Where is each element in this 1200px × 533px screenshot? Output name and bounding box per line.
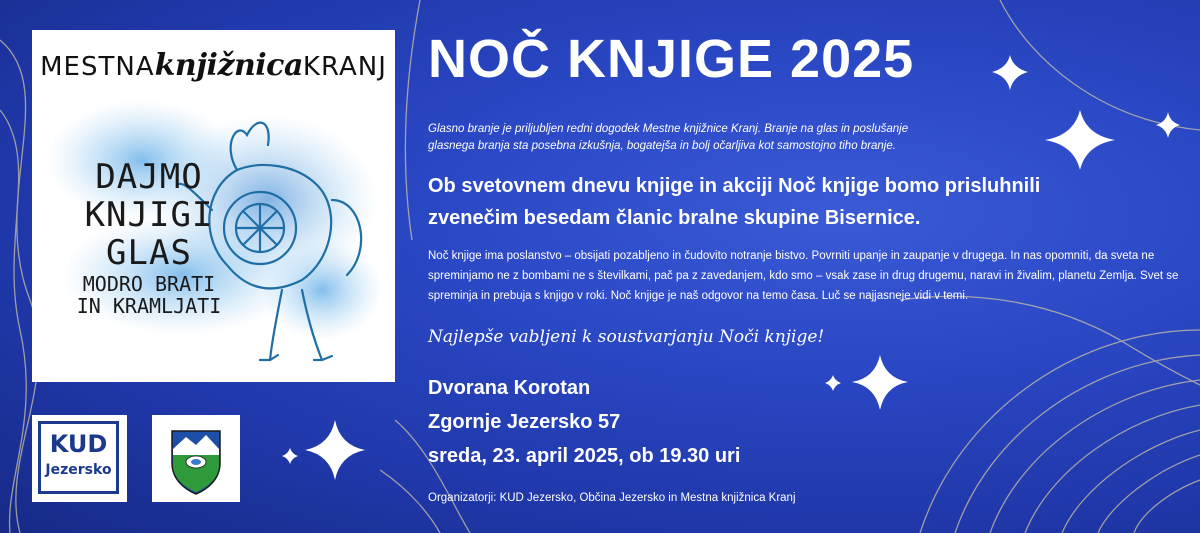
campaign-title: [64, 157, 234, 318]
kud-logo-line-2: Jezersko: [45, 462, 112, 478]
library-logo-part1: MESTNA: [40, 52, 155, 82]
sparkle-icon: [1156, 112, 1180, 138]
event-datetime: sreda, 23. april 2025, ob 19.30 uri: [428, 445, 741, 467]
coat-of-arms-icon: [152, 415, 240, 502]
jezersko-crest-logo: [152, 415, 240, 502]
library-logo-part2: knjižnica: [154, 48, 303, 83]
organizers-text: Organizatorji: KUD Jezersko, Občina Jezersko in Mestna knjižnica Kranj: [428, 492, 796, 504]
campaign-line-5: IN KRAMLJATI: [76, 294, 222, 318]
invitation-text: Najlepše vabljeni k soustvarjanju Noči knjige!: [428, 327, 825, 347]
campaign-line-2: KNJIGI: [84, 195, 214, 235]
venue-info: [428, 374, 740, 476]
kud-jezersko-logo: [32, 415, 127, 502]
campaign-line-4: MODRO BRATI: [82, 272, 216, 296]
campaign-line-1: DAJMO: [95, 157, 203, 197]
sparkle-icon: [305, 420, 365, 480]
venue-name: Dvorana Korotan: [428, 377, 591, 399]
sparkle-icon: [1045, 110, 1115, 170]
sparkle-icon: [282, 448, 298, 464]
sparkle-icon: [825, 375, 841, 391]
venue-address: Zgornje Jezersko 57: [428, 411, 621, 433]
library-logo-part3: KRANJ: [302, 52, 387, 82]
sparkle-icon: [992, 55, 1028, 90]
kud-logo-line-1: KUD: [49, 430, 108, 458]
campaign-line-3: GLAS: [106, 233, 192, 273]
sparkle-icon: [852, 355, 908, 410]
event-title: NOČ KNJIGE 2025: [428, 29, 915, 89]
highlight-text: Ob svetovnem dnevu knjige in akciji Noč knjige bomo prisluhnili zvenečim besedam članic bralne skupine Bisernice.: [428, 175, 1041, 229]
intro-text: Glasno branje je priljubljen redni dogodek Mestne knjižnice Kranj. Branje na glas in poslušanje glasnega branja sta posebna izkušnja, bogatejša in bolj očarljiva kot samostojno tiho branje.: [428, 123, 909, 152]
kud-logo-frame: [38, 421, 119, 494]
library-logo: [32, 48, 395, 83]
body-text: Noč knjige ima poslanstvo – obsijati pozabljeno in čudovito notranje bistvo. Povrniti upanje in zaupanje v drugega. In nas opomniti, da sveta ne spreminjamo ne z bombami ne s številkami, pač pa z zavedanjem, kdo smo – vsak zase in drug drugemu, naravi in živalim, planetu Zemlja. Svet se spreminja in prebuja s knjigo v roki. Noč knjige je naš odgovor na temo časa. Luč se najjasneje vidi v temi.: [428, 250, 1179, 302]
campaign-card: [32, 30, 395, 382]
